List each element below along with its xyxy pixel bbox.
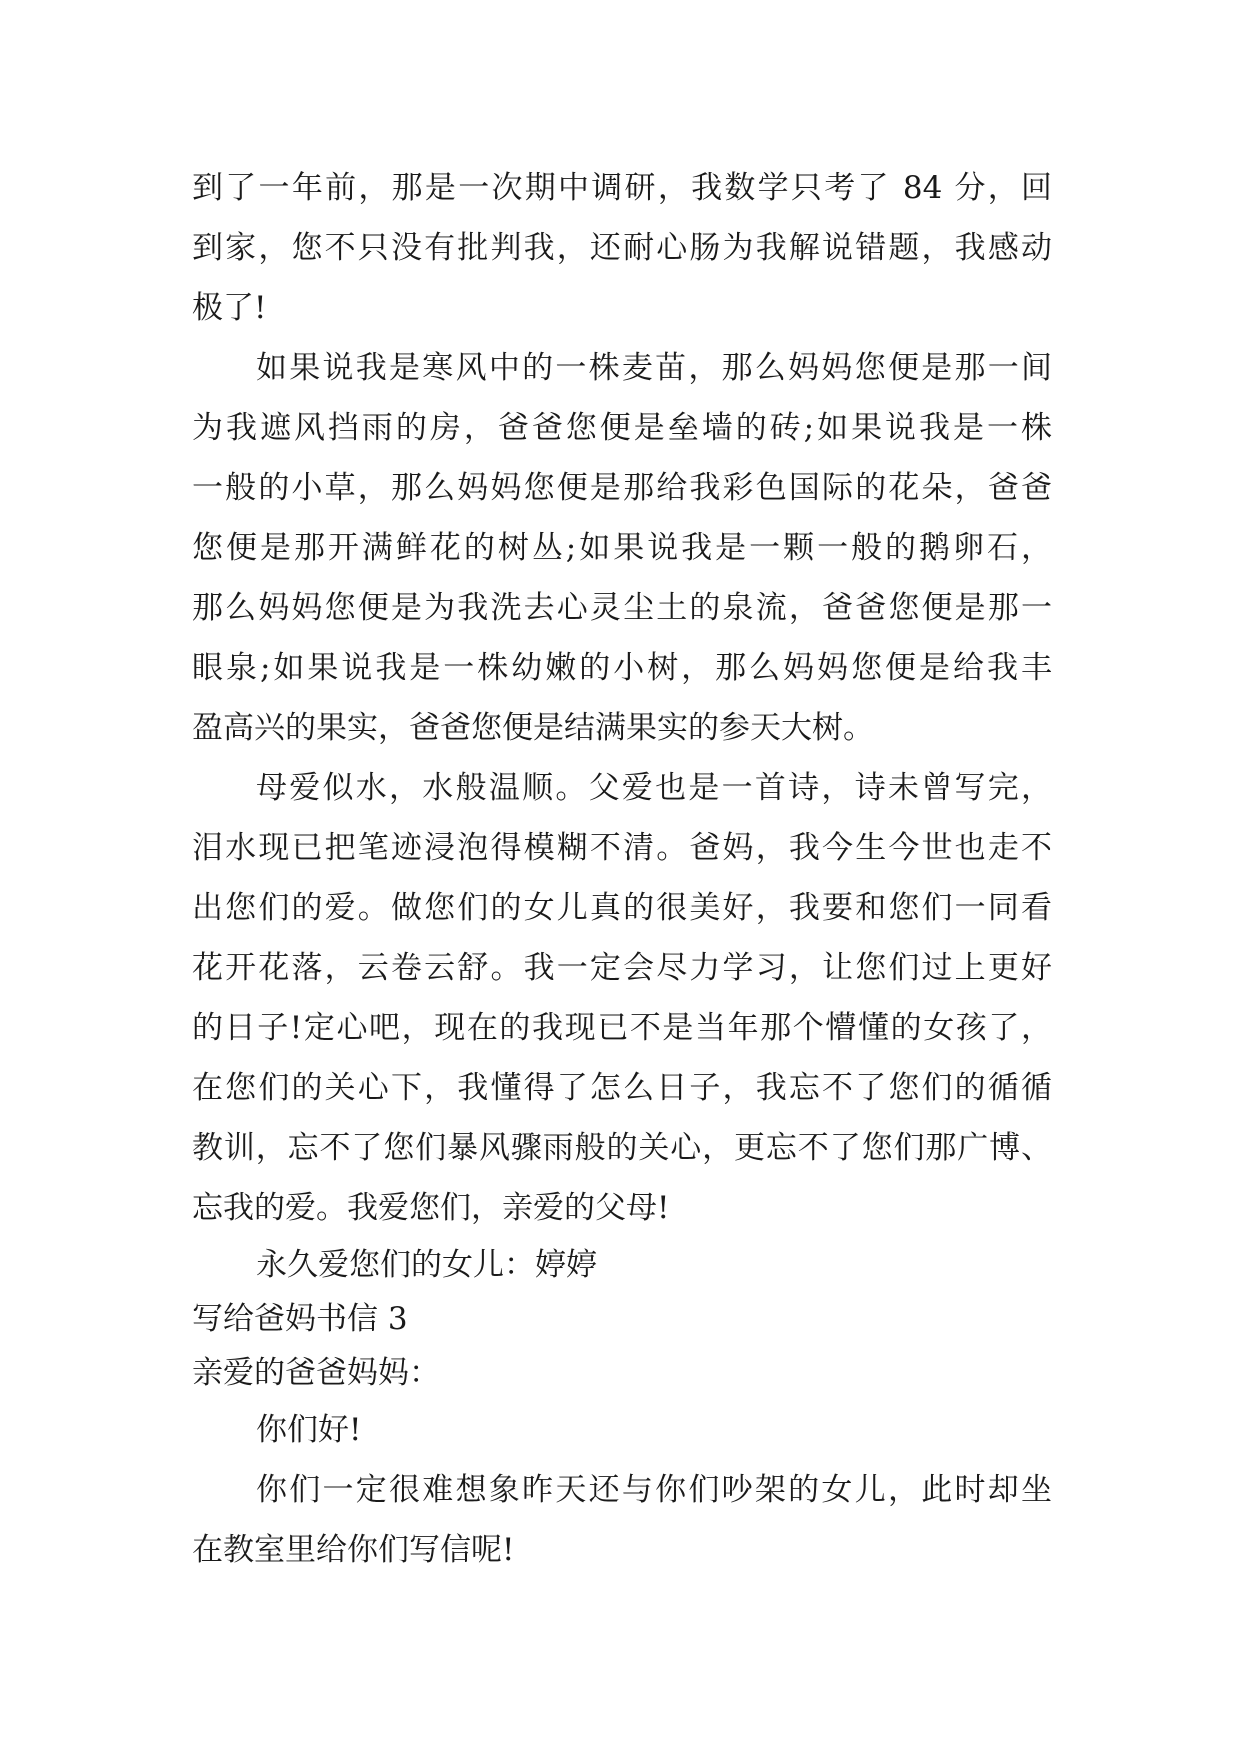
text-line: 在教室里给你们写信呢!	[192, 1532, 515, 1568]
text-line: 眼泉;如果说我是一株幼嫩的小树，那么妈妈您便是给我丰	[192, 650, 1052, 686]
text-line: 的日子!定心吧，现在的我现已不是当年那个懵懂的女孩了，	[192, 1010, 1052, 1046]
text-line: 花开花落，云卷云舒。我一定会尽力学习，让您们过上更好	[192, 950, 1052, 986]
signature: 永久爱您们的女儿：婷婷	[256, 1247, 597, 1283]
text-line: 为我遮风挡雨的房，爸爸您便是垒墙的砖;如果说我是一株	[192, 410, 1052, 446]
text-line: 到家，您不只没有批判我，还耐心肠为我解说错题，我感动	[192, 230, 1052, 266]
text-line: 教训，忘不了您们暴风骤雨般的关心，更忘不了您们那广博、	[192, 1130, 1052, 1166]
text-line: 在您们的关心下，我懂得了怎么日子，我忘不了您们的循循	[192, 1070, 1052, 1106]
document-page	[192, 158, 1052, 1580]
text-line: 泪水现已把笔迹浸泡得模糊不清。爸妈，我今生今世也走不	[192, 830, 1052, 866]
text-line: 盈高兴的果实，爸爸您便是结满果实的参天大树。	[192, 710, 874, 746]
paragraph-1	[192, 158, 1052, 338]
text-line: 你们一定很难想象昨天还与你们吵架的女儿，此时却坐	[256, 1472, 1052, 1508]
text-line: 极了!	[192, 290, 267, 326]
text-line: 一般的小草，那么妈妈您便是那给我彩色国际的花朵，爸爸	[192, 470, 1052, 506]
text-line: 母爱似水，水般温顺。父爱也是一首诗，诗未曾写完，	[256, 770, 1052, 806]
text-line: 到了一年前，那是一次期中调研，我数学只考了 84 分，回	[192, 170, 1052, 206]
salutation: 亲爱的爸爸妈妈：	[192, 1355, 440, 1391]
text-line: 如果说我是寒风中的一株麦苗，那么妈妈您便是那一间	[256, 350, 1052, 386]
paragraph-4	[192, 1460, 1052, 1580]
section-title: 写给爸妈书信 3	[192, 1301, 408, 1337]
paragraph-2	[192, 338, 1052, 758]
text-line: 您便是那开满鲜花的树丛;如果说我是一颗一般的鹅卵石，	[192, 530, 1052, 566]
text-line: 那么妈妈您便是为我洗去心灵尘土的泉流，爸爸您便是那一	[192, 590, 1052, 626]
text-line: 忘我的爱。我爱您们，亲爱的父母!	[192, 1190, 670, 1226]
text-line: 出您们的爱。做您们的女儿真的很美好，我要和您们一同看	[192, 890, 1052, 926]
paragraph-3	[192, 758, 1052, 1238]
greeting: 你们好!	[256, 1412, 362, 1448]
